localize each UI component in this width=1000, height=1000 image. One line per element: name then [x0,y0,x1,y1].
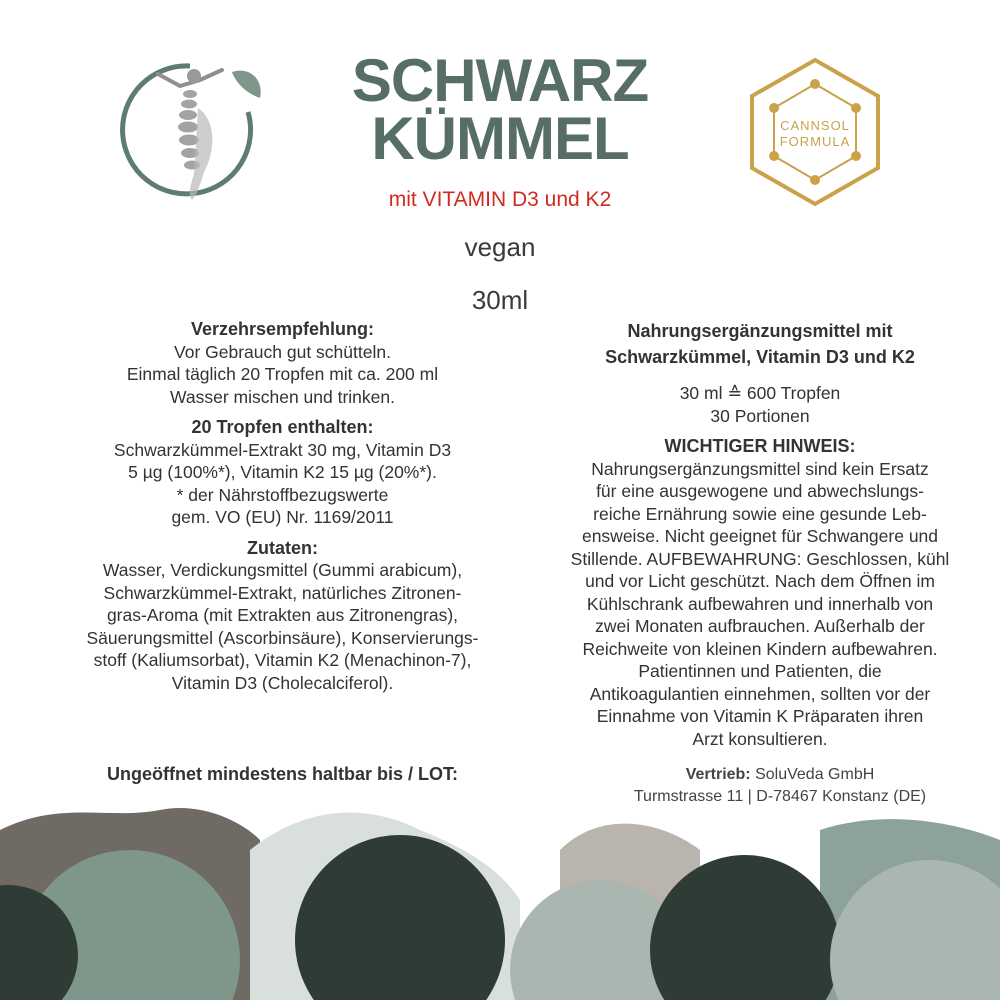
contents-line: Schwarzkümmel-Extrakt 30 mg, Vitamin D3 [113,439,452,460]
spine-figure-logo [120,50,270,220]
badge-text-line-1: CANNSOL [780,118,850,133]
notice-line: und vor Licht geschützt. Nach dem Öffnen im [585,571,935,591]
title-line-1: SCHWARZ [351,47,649,114]
usage-line: Vor Gebrauch gut schütteln. [174,341,391,362]
ingredients-line: Vitamin D3 (Cholecalciferol). [171,672,394,693]
notice-line: Arzt konsultieren. [692,728,828,749]
contents-line: 5 µg (100%*), Vitamin K2 15 µg (20%*). [128,462,437,482]
ingredients-line: Schwarzkümmel-Extrakt, natürliches Zitronen- [103,582,462,603]
best-before-lot-label: Ungeöffnet mindestens haltbar bis / LOT: [106,764,459,784]
ingredients-line: Säuerungsmittel (Ascorbinsäure), Konservierungs- [86,627,479,648]
product-subtitle: mit VITAMIN D3 und K2 [388,188,612,211]
portions-count: 30 Portionen [710,405,810,426]
usage-line: Einmal täglich 20 Tropfen mit ca. 200 ml [126,364,439,384]
notice-line: Nahrungsergänzungsmittel sind kein Ersatz [591,458,929,479]
notice-line: Stillende. AUFBEWAHRUNG: Geschlossen, kühl [570,548,950,569]
notice-line: Einnahme von Vitamin K Präparaten ihren [596,706,924,726]
ingredients-line: Wasser, Verdickungsmittel (Gummi arabicum), [102,560,463,580]
volume-label: 30ml [471,285,529,315]
distributor-company: SoluVeda GmbH [750,766,875,783]
decorative-footer-art [0,790,1000,1000]
notice-line: für eine ausgewogene und abwechslungs- [596,481,924,501]
title-line-2: KÜMMEL [371,105,629,172]
distributor-address: Turmstrasse 11 | D-78467 Konstanz (DE) [633,788,927,805]
badge-text-line-2: FORMULA [779,134,851,149]
notice-line: Patientinnen und Patienten, die [638,661,882,681]
leaf-icon [232,71,261,98]
ingredients-line: stoff (Kaliumsorbat), Vitamin K2 (Menachinon-7), [93,650,472,670]
notice-line: ensweise. Nicht geeignet für Schwangere und [581,526,939,546]
distributor-line [620,764,940,786]
notice-line: Reichweite von kleinen Kindern aufbewahren. [582,638,938,659]
contents-line: * der Nährstoffbezugswerte [176,484,389,505]
notice-line: Antikoagulantien einnehmen, sollten vor der [589,683,931,704]
contents-heading: 20 Tropfen enthalten: [191,417,374,437]
product-title [300,47,700,172]
product-type-line: Schwarzkümmel, Vitamin D3 und K2 [605,347,915,367]
cannsol-formula-badge [740,50,890,220]
product-type-line: Nahrungsergänzungsmittel mit [627,321,893,341]
contents-line: gem. VO (EU) Nr. 1169/2011 [171,507,394,527]
usage-heading: Verzehrsempfehlung: [190,319,375,339]
ingredients-line: gras-Aroma (mit Extrakten aus Zitronengras), [106,605,459,625]
usage-and-ingredients-column [70,318,495,694]
vegan-label: vegan [464,232,536,262]
notice-heading: WICHTIGER HINWEIS: [664,436,856,456]
notice-line: zwei Monaten aufbrauchen. Außerhalb der [595,616,925,636]
drops-per-volume: 30 ml ≙ 600 Tropfen [679,383,841,403]
ingredients-heading: Zutaten: [247,537,318,558]
distributor-label: Vertrieb: [685,766,751,783]
usage-line: Wasser mischen und trinken. [170,386,395,407]
notice-line: reiche Ernährung sowie eine gesunde Leb- [593,503,927,524]
figure-head [187,69,201,83]
product-info-column [555,318,965,750]
notice-line: Kühlschrank aufbewahren und innerhalb von [586,593,934,614]
